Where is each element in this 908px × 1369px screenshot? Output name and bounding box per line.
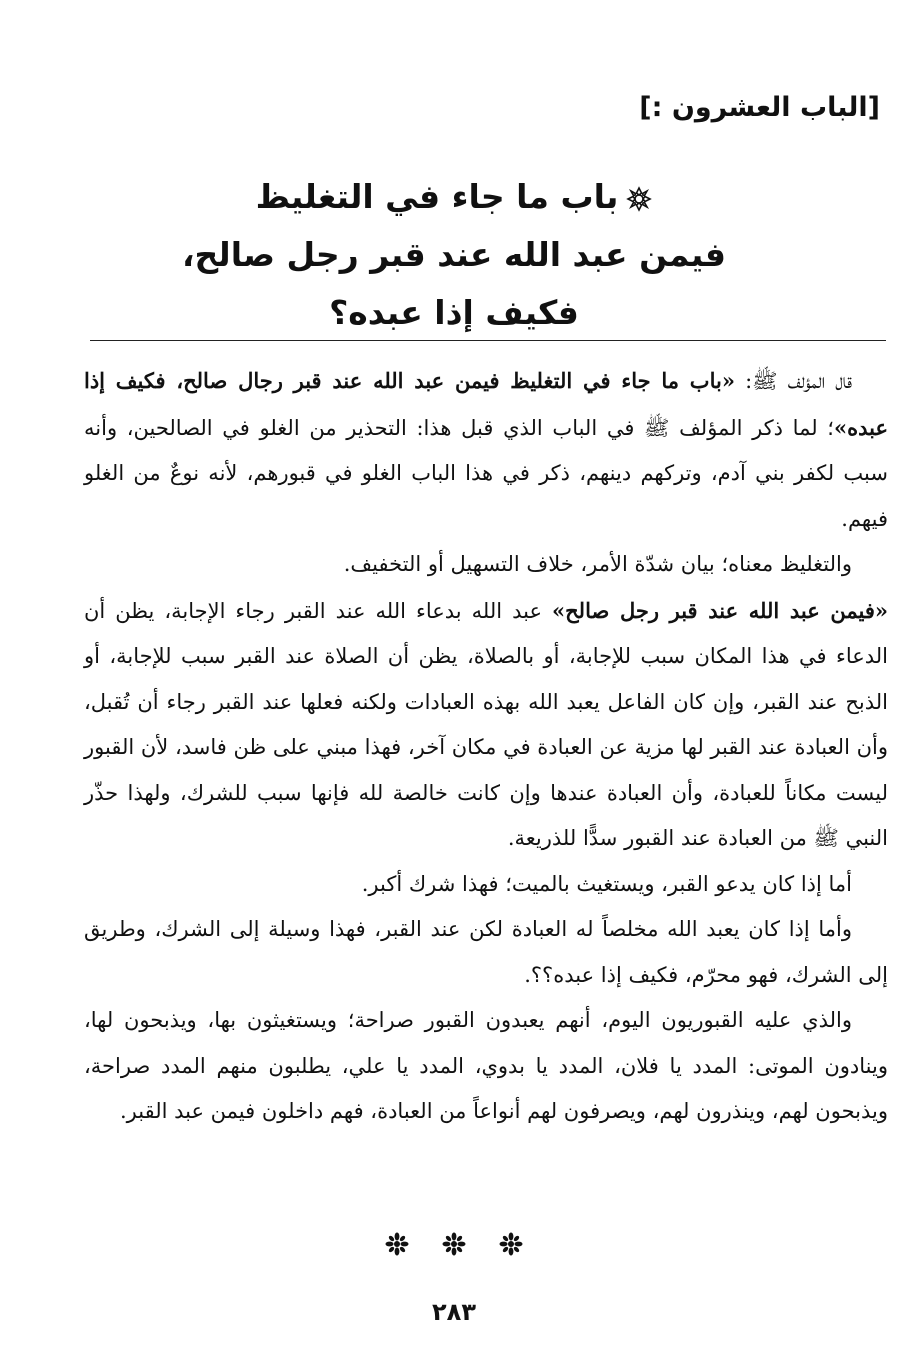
paragraph-2: والتغليظ معناه؛ بيان شدّة الأمر، خلاف التسهيل أو التخفيف. bbox=[343, 552, 852, 576]
title-line-2: فيمن عبد الله عند قبر رجل صالح، bbox=[181, 235, 726, 274]
title-line-3: فكيف إذا عبده؟ bbox=[329, 293, 579, 332]
section-separator bbox=[0, 1232, 908, 1256]
title-line-1 bbox=[0, 168, 908, 226]
paragraph-4: أما إذا كان يدعو القبر، ويستغيث بالميت؛ فهذا شرك أكبر. bbox=[361, 871, 852, 896]
flower-icon bbox=[626, 186, 652, 212]
page-title bbox=[0, 168, 908, 342]
p3-rest: عبد الله بدعاء الله عند القبر رجاء الإجابة، يظن أن الدعاء في هذا المكان سبب للإجابة، أو بالصلاة، يظن أن الصلاة عند القبر سبب للإجابة، أو الذبح عند القبر، وإن كان الفاعل يعبد الله بهذه العبادات ولكنه فعلها عند القبر رجاء أن تُقبل، وأن العبادة عند القبر لها مزية عن العبادة في مكان آخر، فهذا مبني على ظن فاسد، لأن القبور ليست مكاناً للعبادة، وأن العبادة عندها وإن كانت خالصة لله فإنها سبب للشرك، ولهذا حذّر النبي ﷺ من العبادة عند القبور سدًّا للذريعة. bbox=[84, 598, 888, 850]
asterism-flower-icon bbox=[499, 1232, 523, 1256]
page-number: ٢٨٣ bbox=[432, 1298, 476, 1326]
p1-intro: قال المؤلف ﷺ: bbox=[734, 369, 852, 393]
title-line-1-text: باب ما جاء في التغليظ bbox=[255, 177, 619, 216]
asterism-flower-icon bbox=[385, 1232, 409, 1256]
paragraph-1 bbox=[84, 358, 888, 542]
p3-quote: «فيمن عبد الله عند قبر رجل صالح» bbox=[551, 597, 888, 623]
paragraph-6: والذي عليه القبوريون اليوم، أنهم يعبدون القبور صراحة؛ ويستغيثون بها، ويذبحون لها، وينادون الموتى: المدد يا فلان، المدد يا بدوي، المدد يا علي، يطلبون منهم المدد صراحة، ويذبحون لهم، وينذرون لهم، ويصرفون لهم أنواعاً من العبادة، فهم داخلون فيمن عبد القبر. bbox=[84, 1008, 888, 1123]
title-divider bbox=[90, 340, 886, 341]
body-text bbox=[84, 358, 888, 1135]
p1-quote: «باب ما جاء في التغليظ فيمن عبد الله عند قبر رجال صالح، فكيف إذا عبده» bbox=[84, 368, 888, 440]
asterism-flower-icon bbox=[442, 1232, 466, 1256]
paragraph-3 bbox=[84, 588, 888, 862]
paragraph-5: وأما إذا كان يعبد الله مخلصاً له العبادة لكن عند القبر، فهذا وسيلة إلى الشرك، وطريق إلى الشرك، فهو محرّم، فكيف إذا عبده؟؟. bbox=[84, 917, 888, 987]
chapter-label: [الباب العشرون :] bbox=[639, 92, 880, 123]
p1-rest: ؛ لما ذكر المؤلف ﷺ في الباب الذي قبل هذا: التحذير من الغلو في الصالحين، وأنه سبب لكفر بني آدم، وتركهم دينهم، ذكر في هذا الباب الغلو في قبورهم، لأنه نوعٌ من الغلو فيهم. bbox=[84, 415, 888, 531]
